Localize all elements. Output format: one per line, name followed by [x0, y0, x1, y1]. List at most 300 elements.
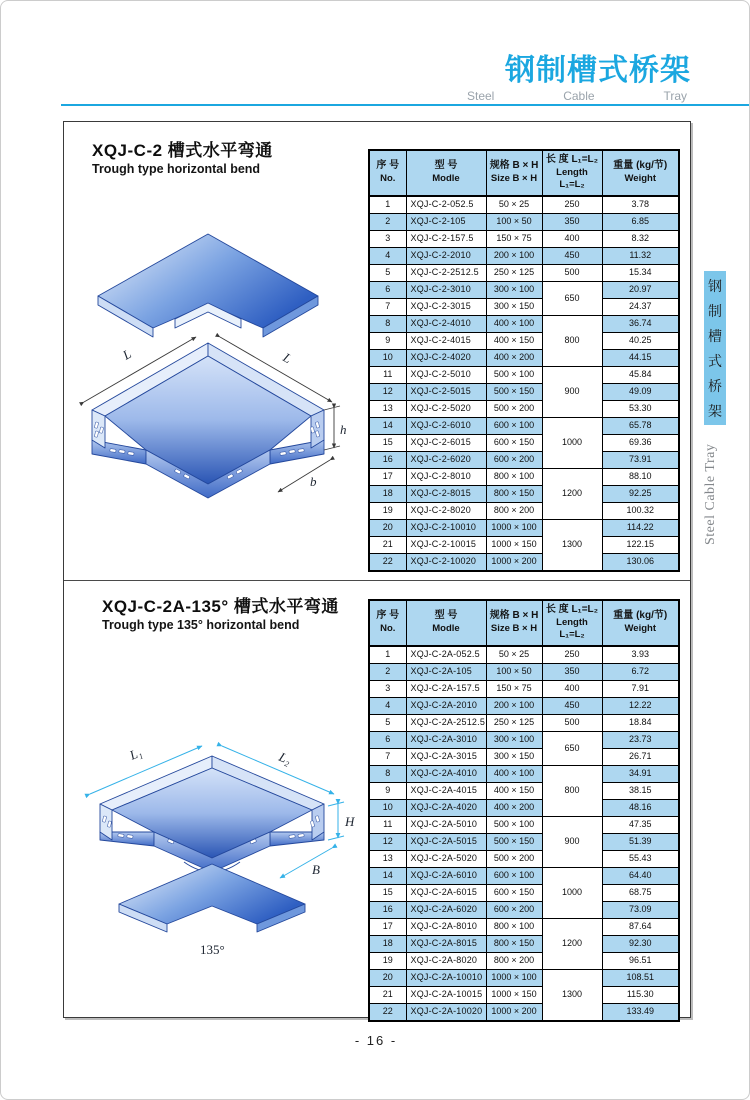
cell-model: XQJ-C-2A-8010 [406, 918, 486, 935]
table-row [369, 901, 679, 918]
bend-diagram-135 [74, 706, 374, 1016]
cell-size: 100 × 50 [486, 213, 542, 230]
spec-table-2-wrap [368, 599, 680, 1022]
cell-weight: 38.15 [602, 782, 679, 799]
spec-table-1-head [369, 150, 679, 196]
cell-size: 300 × 150 [486, 298, 542, 315]
cell-no: 4 [369, 247, 406, 264]
cell-no: 19 [369, 502, 406, 519]
cell-size: 400 × 100 [486, 765, 542, 782]
cell-model: XQJ-C-2-052.5 [406, 196, 486, 214]
cell-model: XQJ-C-2-3010 [406, 281, 486, 298]
cell-size: 600 × 150 [486, 434, 542, 451]
sidebar-char: 式 [708, 353, 722, 369]
section1-title-cn: XQJ-C-2 槽式水平弯通 [92, 141, 273, 160]
cell-no: 15 [369, 434, 406, 451]
cell-weight: 23.73 [602, 731, 679, 748]
cell-size: 50 × 25 [486, 646, 542, 664]
table-row [369, 196, 679, 214]
cell-length: 250 [542, 196, 602, 214]
cell-no: 12 [369, 383, 406, 400]
brand-subtitle [459, 89, 691, 103]
cell-model: XQJ-C-2-10010 [406, 519, 486, 536]
table-row [369, 765, 679, 782]
cell-model: XQJ-C-2A-10020 [406, 1003, 486, 1021]
cell-model: XQJ-C-2-105 [406, 213, 486, 230]
cell-model: XQJ-C-2-5020 [406, 400, 486, 417]
cell-model: XQJ-C-2-5015 [406, 383, 486, 400]
sidebar-char: 桥 [708, 378, 722, 394]
dim-label-L2: L₂ [276, 748, 294, 768]
cell-size: 1000 × 150 [486, 536, 542, 553]
table-row [369, 332, 679, 349]
cell-size: 500 × 150 [486, 383, 542, 400]
cell-model: XQJ-C-2-2512.5 [406, 264, 486, 281]
table-row [369, 417, 679, 434]
col-header-0: 序 号 No. [369, 150, 406, 196]
cell-model: XQJ-C-2A-10015 [406, 986, 486, 1003]
cell-model: XQJ-C-2A-052.5 [406, 646, 486, 664]
table-row [369, 366, 679, 383]
cell-weight: 40.25 [602, 332, 679, 349]
dim-label-L-left: L [120, 345, 134, 363]
cell-size: 150 × 75 [486, 230, 542, 247]
table-row [369, 451, 679, 468]
cell-model: XQJ-C-2A-8015 [406, 935, 486, 952]
cell-model: XQJ-C-2A-5015 [406, 833, 486, 850]
cell-weight: 15.34 [602, 264, 679, 281]
cell-length: 1300 [542, 969, 602, 1021]
cell-length: 250 [542, 646, 602, 664]
cell-weight: 87.64 [602, 918, 679, 935]
cell-model: XQJ-C-2A-4015 [406, 782, 486, 799]
cell-length: 650 [542, 281, 602, 315]
cell-model: XQJ-C-2A-2512.5 [406, 714, 486, 731]
table-row [369, 731, 679, 748]
cell-no: 9 [369, 332, 406, 349]
sidebar-char: 架 [708, 403, 722, 419]
cell-length: 800 [542, 315, 602, 366]
section1-title [92, 136, 273, 176]
cell-length: 400 [542, 230, 602, 247]
header-rule [61, 104, 750, 106]
col-header-2: 规格 B × H Size B × H [486, 600, 542, 646]
table-row [369, 884, 679, 901]
content-box [63, 121, 691, 1018]
cell-weight: 26.71 [602, 748, 679, 765]
cell-weight: 11.32 [602, 247, 679, 264]
sidebar-char: 制 [708, 303, 722, 319]
table-row [369, 986, 679, 1003]
col-header-1: 型 号 Modle [406, 600, 486, 646]
cell-no: 14 [369, 417, 406, 434]
table-row [369, 536, 679, 553]
cell-model: XQJ-C-2-157.5 [406, 230, 486, 247]
cell-weight: 36.74 [602, 315, 679, 332]
dim-label-b: b [310, 474, 317, 489]
table-row [369, 400, 679, 417]
bend-cover [98, 234, 318, 337]
table-row [369, 383, 679, 400]
cell-length: 500 [542, 264, 602, 281]
cell-size: 800 × 100 [486, 468, 542, 485]
sidebar-char: 槽 [708, 328, 722, 344]
cell-size: 800 × 150 [486, 485, 542, 502]
cell-no: 6 [369, 281, 406, 298]
table-row [369, 298, 679, 315]
cell-size: 500 × 200 [486, 850, 542, 867]
sidebar-vertical-label: Steel Cable Tray [703, 443, 718, 545]
table-row [369, 867, 679, 884]
cell-no: 22 [369, 553, 406, 571]
cell-no: 13 [369, 400, 406, 417]
cell-weight: 73.09 [602, 901, 679, 918]
cell-weight: 122.15 [602, 536, 679, 553]
cell-weight: 6.85 [602, 213, 679, 230]
table-row [369, 680, 679, 697]
table-row [369, 748, 679, 765]
cell-weight: 64.40 [602, 867, 679, 884]
cell-weight: 96.51 [602, 952, 679, 969]
bend135-cover [119, 864, 305, 932]
cell-model: XQJ-C-2A-8020 [406, 952, 486, 969]
cell-size: 300 × 100 [486, 281, 542, 298]
spec-table-1 [368, 149, 680, 572]
cell-length: 350 [542, 663, 602, 680]
cell-weight: 68.75 [602, 884, 679, 901]
cell-no: 18 [369, 485, 406, 502]
cell-weight: 44.15 [602, 349, 679, 366]
spec-table-1-wrap [368, 149, 680, 572]
page-number: - 16 - [354, 1033, 398, 1048]
bend-diagram-90 [74, 218, 374, 563]
cell-no: 17 [369, 918, 406, 935]
cell-no: 4 [369, 697, 406, 714]
dim-label-B: B [312, 862, 320, 877]
brand-header [459, 56, 691, 103]
cell-size: 400 × 200 [486, 799, 542, 816]
table-row [369, 281, 679, 298]
cell-model: XQJ-C-2-10020 [406, 553, 486, 571]
cell-weight: 133.49 [602, 1003, 679, 1021]
cell-weight: 69.36 [602, 434, 679, 451]
cell-length: 800 [542, 765, 602, 816]
table-row [369, 952, 679, 969]
cell-model: XQJ-C-2-4015 [406, 332, 486, 349]
cell-size: 500 × 200 [486, 400, 542, 417]
cell-size: 250 × 125 [486, 714, 542, 731]
cell-model: XQJ-C-2-8015 [406, 485, 486, 502]
cell-no: 10 [369, 799, 406, 816]
cell-no: 15 [369, 884, 406, 901]
cell-model: XQJ-C-2-4020 [406, 349, 486, 366]
table-row [369, 230, 679, 247]
dim-label-L1: L₁ [127, 744, 144, 763]
cell-weight: 47.35 [602, 816, 679, 833]
col-header-3: 长 度 L₁=L₂ Length L₁=L₂ [542, 150, 602, 196]
table-row [369, 714, 679, 731]
cell-no: 21 [369, 536, 406, 553]
cell-size: 500 × 100 [486, 816, 542, 833]
table-row [369, 213, 679, 230]
table-row [369, 485, 679, 502]
cell-weight: 100.32 [602, 502, 679, 519]
cell-size: 800 × 150 [486, 935, 542, 952]
cell-size: 1000 × 100 [486, 969, 542, 986]
cell-no: 6 [369, 731, 406, 748]
cell-model: XQJ-C-2A-10010 [406, 969, 486, 986]
cell-size: 200 × 100 [486, 247, 542, 264]
cell-model: XQJ-C-2-5010 [406, 366, 486, 383]
col-header-2: 规格 B × H Size B × H [486, 150, 542, 196]
cell-weight: 6.72 [602, 663, 679, 680]
cell-length: 450 [542, 697, 602, 714]
cell-weight: 8.32 [602, 230, 679, 247]
cell-no: 17 [369, 468, 406, 485]
brand-word-tray: Tray [663, 89, 687, 103]
cell-weight: 7.91 [602, 680, 679, 697]
section1-title-en: Trough type horizontal bend [92, 162, 261, 176]
section2-title [102, 592, 339, 632]
cell-weight: 130.06 [602, 553, 679, 571]
cell-length: 450 [542, 247, 602, 264]
cell-no: 20 [369, 519, 406, 536]
cell-weight: 24.37 [602, 298, 679, 315]
cell-no: 3 [369, 230, 406, 247]
cell-no: 3 [369, 680, 406, 697]
cell-no: 18 [369, 935, 406, 952]
cell-model: XQJ-C-2A-5010 [406, 816, 486, 833]
cell-length: 900 [542, 816, 602, 867]
cell-length: 500 [542, 714, 602, 731]
cell-no: 7 [369, 298, 406, 315]
cell-size: 100 × 50 [486, 663, 542, 680]
cell-weight: 92.25 [602, 485, 679, 502]
cell-model: XQJ-C-2A-3010 [406, 731, 486, 748]
table-row [369, 646, 679, 664]
brand-word-cable: Cable [563, 89, 595, 103]
cell-no: 13 [369, 850, 406, 867]
cell-length: 400 [542, 680, 602, 697]
col-header-1: 型 号 Modle [406, 150, 486, 196]
section2-title-cn: XQJ-C-2A-135° 槽式水平弯通 [102, 597, 339, 616]
cell-size: 800 × 200 [486, 952, 542, 969]
cell-model: XQJ-C-2-10015 [406, 536, 486, 553]
cell-weight: 108.51 [602, 969, 679, 986]
dim-label-L-right: L [280, 349, 295, 367]
cell-length: 1300 [542, 519, 602, 571]
cell-size: 1000 × 200 [486, 1003, 542, 1021]
cell-size: 300 × 150 [486, 748, 542, 765]
cell-size: 500 × 100 [486, 366, 542, 383]
cell-model: XQJ-C-2-6015 [406, 434, 486, 451]
cell-size: 1000 × 150 [486, 986, 542, 1003]
dim-label-H: H [345, 814, 355, 829]
cell-no: 8 [369, 765, 406, 782]
sidebar-char: 钢 [708, 278, 722, 294]
cell-size: 400 × 200 [486, 349, 542, 366]
spec-table-1-body [369, 196, 679, 571]
cell-length: 650 [542, 731, 602, 765]
cell-weight: 55.43 [602, 850, 679, 867]
table-row [369, 553, 679, 571]
cell-model: XQJ-C-2-4010 [406, 315, 486, 332]
cell-weight: 92.30 [602, 935, 679, 952]
cell-length: 1000 [542, 867, 602, 918]
table-row [369, 969, 679, 986]
table-row [369, 502, 679, 519]
cell-weight: 12.22 [602, 697, 679, 714]
header-row [369, 150, 679, 196]
table-row [369, 349, 679, 366]
cell-model: XQJ-C-2-3015 [406, 298, 486, 315]
cell-length: 900 [542, 366, 602, 417]
cell-weight: 18.84 [602, 714, 679, 731]
cell-size: 400 × 150 [486, 332, 542, 349]
table-row [369, 799, 679, 816]
cell-no: 12 [369, 833, 406, 850]
cell-size: 600 × 100 [486, 417, 542, 434]
table-row [369, 782, 679, 799]
col-header-0: 序 号 No. [369, 600, 406, 646]
cell-model: XQJ-C-2A-5020 [406, 850, 486, 867]
table-row [369, 315, 679, 332]
cell-size: 600 × 150 [486, 884, 542, 901]
table-row [369, 918, 679, 935]
section-divider [64, 580, 690, 581]
cell-no: 21 [369, 986, 406, 1003]
table-row [369, 935, 679, 952]
cell-no: 16 [369, 901, 406, 918]
cell-weight: 53.30 [602, 400, 679, 417]
cell-size: 1000 × 100 [486, 519, 542, 536]
cell-weight: 45.84 [602, 366, 679, 383]
cell-no: 11 [369, 366, 406, 383]
cell-no: 14 [369, 867, 406, 884]
cell-weight: 73.91 [602, 451, 679, 468]
table-row [369, 519, 679, 536]
cell-length: 350 [542, 213, 602, 230]
cell-no: 5 [369, 264, 406, 281]
cell-size: 400 × 100 [486, 315, 542, 332]
cell-size: 1000 × 200 [486, 553, 542, 571]
cell-model: XQJ-C-2A-3015 [406, 748, 486, 765]
cell-no: 20 [369, 969, 406, 986]
bend135-body [100, 756, 324, 872]
col-header-3: 长 度 L₁=L₂ Length L₁=L₂ [542, 600, 602, 646]
cell-size: 600 × 200 [486, 451, 542, 468]
cell-weight: 34.91 [602, 765, 679, 782]
cell-no: 10 [369, 349, 406, 366]
cell-size: 300 × 100 [486, 731, 542, 748]
cell-size: 50 × 25 [486, 196, 542, 214]
col-header-4: 重量 (kg/节) Weight [602, 600, 679, 646]
cell-no: 9 [369, 782, 406, 799]
cell-weight: 48.16 [602, 799, 679, 816]
table-row [369, 434, 679, 451]
header-row [369, 600, 679, 646]
cell-length: 1200 [542, 918, 602, 969]
col-header-4: 重量 (kg/节) Weight [602, 150, 679, 196]
table-row [369, 697, 679, 714]
cell-no: 16 [369, 451, 406, 468]
cell-weight: 49.09 [602, 383, 679, 400]
section2-title-en: Trough type 135° horizontal bend [102, 618, 300, 632]
table-row [369, 247, 679, 264]
dim-label-h: h [340, 422, 347, 437]
cell-model: XQJ-C-2-6010 [406, 417, 486, 434]
cell-model: XQJ-C-2A-4020 [406, 799, 486, 816]
angle-label-cover: 135° [200, 942, 225, 957]
cell-weight: 3.78 [602, 196, 679, 214]
cell-weight: 3.93 [602, 646, 679, 664]
cell-size: 150 × 75 [486, 680, 542, 697]
cell-model: XQJ-C-2A-105 [406, 663, 486, 680]
cell-model: XQJ-C-2-8010 [406, 468, 486, 485]
cell-model: XQJ-C-2-2010 [406, 247, 486, 264]
cell-model: XQJ-C-2A-6015 [406, 884, 486, 901]
cell-length: 1200 [542, 468, 602, 519]
cell-no: 2 [369, 663, 406, 680]
cell-size: 600 × 200 [486, 901, 542, 918]
brand-title-cn: 钢制槽式桥架 [505, 54, 691, 87]
bend-body [92, 343, 324, 498]
cell-no: 7 [369, 748, 406, 765]
cell-weight: 65.78 [602, 417, 679, 434]
table-row [369, 833, 679, 850]
cell-model: XQJ-C-2-8020 [406, 502, 486, 519]
cell-weight: 20.97 [602, 281, 679, 298]
cell-no: 1 [369, 646, 406, 664]
cell-weight: 114.22 [602, 519, 679, 536]
cell-size: 800 × 100 [486, 918, 542, 935]
table-row [369, 816, 679, 833]
cell-no: 5 [369, 714, 406, 731]
table-row [369, 850, 679, 867]
cell-no: 22 [369, 1003, 406, 1021]
cell-size: 800 × 200 [486, 502, 542, 519]
spec-table-2 [368, 599, 680, 1022]
cell-no: 1 [369, 196, 406, 214]
cell-size: 600 × 100 [486, 867, 542, 884]
cell-size: 250 × 125 [486, 264, 542, 281]
spec-table-2-head [369, 600, 679, 646]
table-row [369, 1003, 679, 1021]
spec-table-2-body [369, 646, 679, 1021]
cell-no: 2 [369, 213, 406, 230]
cell-weight: 115.30 [602, 986, 679, 1003]
cell-model: XQJ-C-2A-6010 [406, 867, 486, 884]
cell-weight: 88.10 [602, 468, 679, 485]
cell-model: XQJ-C-2A-157.5 [406, 680, 486, 697]
sidebar-tab [704, 271, 726, 425]
table-row [369, 264, 679, 281]
table-row [369, 663, 679, 680]
table-row [369, 468, 679, 485]
cell-no: 8 [369, 315, 406, 332]
cell-size: 500 × 150 [486, 833, 542, 850]
cell-model: XQJ-C-2A-6020 [406, 901, 486, 918]
cell-size: 200 × 100 [486, 697, 542, 714]
brand-word-steel: Steel [467, 89, 495, 103]
cell-no: 19 [369, 952, 406, 969]
cell-model: XQJ-C-2A-2010 [406, 697, 486, 714]
cell-size: 400 × 150 [486, 782, 542, 799]
cell-model: XQJ-C-2-6020 [406, 451, 486, 468]
cell-no: 11 [369, 816, 406, 833]
cell-length: 1000 [542, 417, 602, 468]
cell-weight: 51.39 [602, 833, 679, 850]
